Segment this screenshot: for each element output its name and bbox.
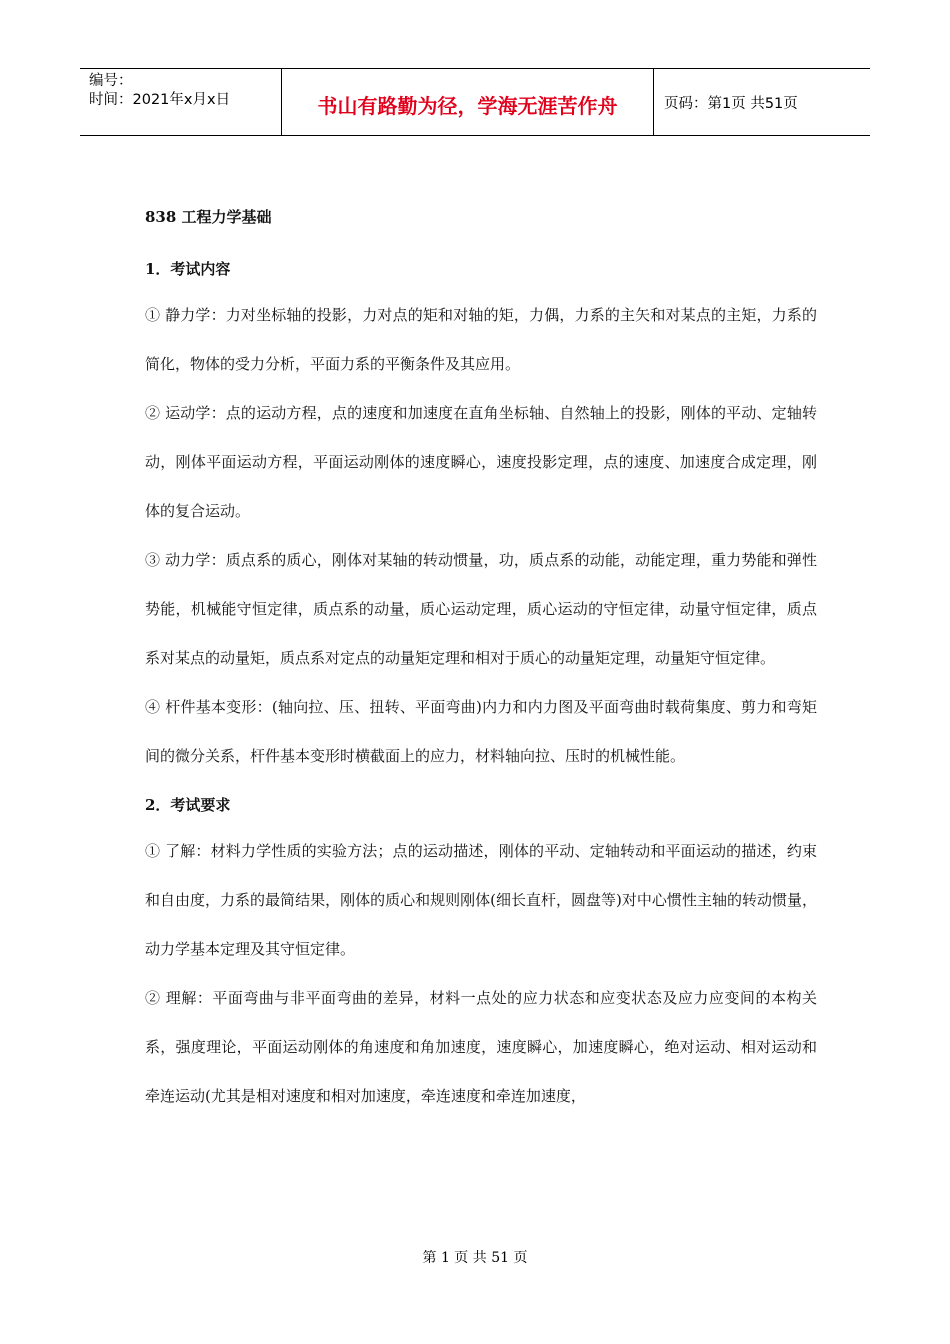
time-label: 时间：2021年x月x日 (89, 92, 231, 108)
document-body (145, 200, 817, 1134)
content-item-statics: ① 静力学：力对坐标轴的投影，力对点的矩和对轴的矩，力偶，力系的主矢和对某点的主矩，力系的简化，物体的受力分析，平面力系的平衡条件及其应用。 (145, 306, 817, 373)
page-header (80, 68, 870, 136)
document-title: 838 工程力学基础 (145, 208, 272, 226)
content-item-dynamics: ③ 动力学：质点系的质心，刚体对某轴的转动惯量，功，质点系的动能，动能定理，重力势能和弹性势能，机械能守恒定律，质点系的动量，质心运动定理，质心运动的守恒定律，动量守恒定律，质点系对某点的动量矩，质点系对定点的动量矩定理和相对于质心的动量矩定理，动量矩守恒定律。 (145, 551, 817, 667)
section-heading-content: 1．考试内容 (145, 260, 231, 278)
header-motto: 书山有路勤为径，学海无涯苦作舟 (281, 69, 654, 135)
requirement-item-understand: ① 了解：材料力学性质的实验方法；点的运动描述，刚体的平动、定轴转动和平面运动的描述，约束和自由度，力系的最简结果，刚体的质心和规则刚体(细长直杆，圆盘等)对中心惯性主轴的转动惯量，动力学基本定理及其守恒定律。 (145, 842, 817, 958)
requirement-item-comprehend: ② 理解：平面弯曲与非平面弯曲的差异，材料一点处的应力状态和应变状态及应力应变间的本构关系，强度理论，平面运动刚体的角速度和角加速度，速度瞬心，加速度瞬心，绝对运动、相对运动和牵连运动(尤其是相对速度和相对加速度，牵连速度和牵连加速度， (145, 989, 817, 1105)
content-item-kinematics: ② 运动学：点的运动方程，点的速度和加速度在直角坐标轴、自然轴上的投影，刚体的平动、定轴转动，刚体平面运动方程，平面运动刚体的速度瞬心，速度投影定理，点的速度、加速度合成定理，刚体的复合运动。 (145, 404, 817, 520)
header-meta (80, 69, 281, 135)
section-heading-requirements: 2．考试要求 (145, 796, 231, 814)
header-page-info: 页码：第1页 共51页 (664, 95, 798, 112)
number-label: 编号： (89, 73, 133, 89)
page-footer: 第 1 页 共 51 页 (422, 1250, 528, 1266)
content-item-deformation: ④ 杆件基本变形：(轴向拉、压、扭转、平面弯曲)内力和内力图及平面弯曲时载荷集度、剪力和弯矩间的微分关系，杆件基本变形时横截面上的应力，材料轴向拉、压时的机械性能。 (145, 698, 817, 765)
